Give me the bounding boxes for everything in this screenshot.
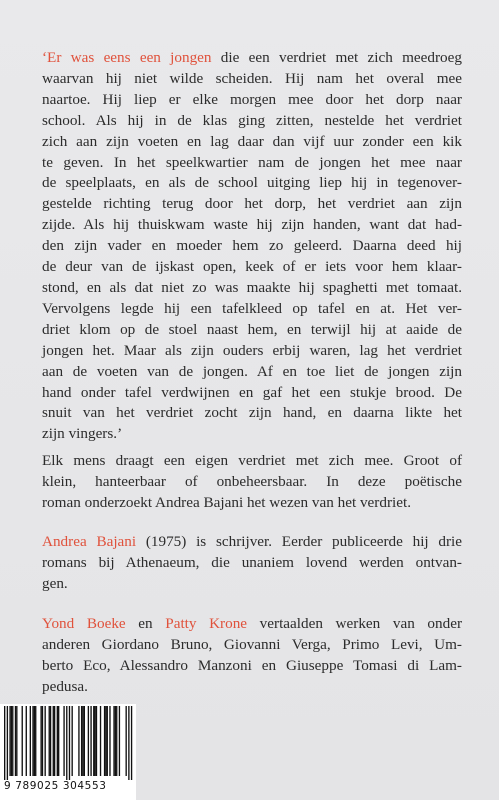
quote-paragraph xyxy=(42,48,462,445)
intro-paragraph xyxy=(42,451,462,514)
translators-line xyxy=(42,656,462,677)
line-text: waarvan hij niet wilde scheiden. Hij nam het overal mee xyxy=(42,69,462,87)
translators-paragraph xyxy=(42,614,462,698)
intro-line xyxy=(42,472,462,493)
line-text: berto Eco, Alessandro Manzoni en Giuseppe Tomasi di Lam- xyxy=(42,656,462,674)
line-text: roman onderzoekt Andrea Bajani het wezen van het verdriet. xyxy=(42,493,411,511)
barcode-bar xyxy=(26,706,27,776)
highlighted-name: ‘Er was eens een jongen xyxy=(42,49,212,66)
barcode-bar xyxy=(93,706,94,776)
line-text: driet klom op de stoel naast hem, en terwijl hij at aaide de xyxy=(42,320,462,338)
barcode-bar xyxy=(116,706,117,776)
quote-line xyxy=(42,362,462,383)
barcode-bar xyxy=(66,706,67,780)
quote-line xyxy=(42,69,462,90)
barcode-bar xyxy=(4,706,5,780)
line-text: anderen Giordano Bruno, Giovanni Verga, Primo Levi, Um- xyxy=(42,635,462,653)
barcode-bar xyxy=(88,706,89,776)
quote-line xyxy=(42,278,462,299)
barcode-bar xyxy=(94,706,95,776)
barcode-bar xyxy=(104,706,105,776)
quote-line xyxy=(42,194,462,215)
barcode-bar xyxy=(109,706,110,776)
line-text: klein, hanteerbaar of onbeheersbaar. In deze poëtische xyxy=(42,472,462,490)
barcode-bar xyxy=(90,706,91,776)
barcode-bar xyxy=(57,706,58,776)
barcode-bar xyxy=(131,706,132,780)
line-text: romans bij Athenaeum, die unaniem lovend werden ontvan- xyxy=(42,553,462,571)
quote-line xyxy=(42,383,462,404)
barcode-bar xyxy=(107,706,108,776)
highlighted-name: Yond Boeke xyxy=(42,615,126,632)
barcode-bar xyxy=(63,706,64,776)
barcode-bar xyxy=(128,706,129,780)
barcode-bar xyxy=(30,706,31,776)
line-text: gestelde richting terug door het dorp, het verdriet aan zijn xyxy=(42,195,462,213)
barcode-bar xyxy=(32,706,33,776)
translators-line xyxy=(42,614,462,635)
quote-line xyxy=(42,90,462,111)
translators-line xyxy=(42,677,462,698)
quote-line xyxy=(42,173,462,194)
barcode-bar xyxy=(42,706,43,776)
quote-line xyxy=(42,320,462,341)
line-text: zijde. Als hij thuiskwam waste hij zijn handen, want dat had- xyxy=(42,216,462,234)
line-text: vertaalden werken van onder xyxy=(247,615,462,632)
line-text: naartoe. Hij liep er elke morgen mee door het dorp naar xyxy=(42,90,462,108)
line-text: stond, en als dat niet zo was maakte hij spaghetti met tomaat. xyxy=(42,278,462,296)
line-text: de speelplaats, en als de school uitging liep hij in tegenover- xyxy=(42,174,462,192)
author-bio-paragraph xyxy=(42,532,462,595)
quote-line xyxy=(42,299,462,320)
quote-line xyxy=(42,215,462,236)
barcode-bar xyxy=(7,706,8,780)
barcode-bar xyxy=(81,706,82,776)
quote-line xyxy=(42,153,462,174)
barcode-bar xyxy=(22,706,23,776)
barcode-bar xyxy=(53,706,54,776)
barcode-bar xyxy=(12,706,13,776)
barcode-bar xyxy=(35,706,36,776)
quote-line xyxy=(42,236,462,257)
barcode-bar xyxy=(126,706,127,776)
barcode-bar xyxy=(82,706,83,776)
line-text: pedusa. xyxy=(42,677,88,695)
barcode-bar xyxy=(113,706,114,776)
barcode-bar xyxy=(115,706,116,776)
author-line xyxy=(42,574,462,595)
line-text: die een verdriet met zich meedroeg xyxy=(211,49,462,66)
quote-line xyxy=(42,424,462,445)
line-text: Elk mens draagt een eigen verdriet met zich mee. Groot of xyxy=(42,452,462,469)
barcode-bar xyxy=(9,706,10,776)
barcode-bar xyxy=(100,706,101,776)
quote-line xyxy=(42,257,462,278)
highlighted-name: Andrea Bajani xyxy=(42,533,137,550)
line-text: gen. xyxy=(42,574,68,592)
line-text: snuit van het verdriet zocht zijn hand, en daarna likte het xyxy=(42,404,462,422)
quote-line xyxy=(42,132,462,153)
intro-line xyxy=(42,451,462,472)
line-text: den zijn vader en moeder hem zo geleerd. Daarna deed hij xyxy=(42,237,462,255)
barcode-bar xyxy=(96,706,97,776)
quote-line xyxy=(42,403,462,424)
line-text: jongen het. Maar als zijn ouders erbij waren, lag het verdriet xyxy=(42,341,462,359)
translators-line xyxy=(42,635,462,656)
intro-line xyxy=(42,493,462,514)
line-text: zich aan zijn voeten en lag daar dan vijf uur zonder een kik xyxy=(42,132,462,150)
barcode-bar xyxy=(49,706,50,776)
barcode-bar xyxy=(45,706,46,776)
author-line xyxy=(42,532,462,553)
barcode-bar xyxy=(105,706,106,776)
barcode-bars xyxy=(2,706,134,780)
barcode-bar xyxy=(34,706,35,776)
barcode-bar xyxy=(16,706,17,776)
author-line xyxy=(42,553,462,574)
barcode-bar xyxy=(58,706,59,776)
barcode-bar xyxy=(78,706,79,776)
quote-line xyxy=(42,111,462,132)
barcode-bar xyxy=(119,706,120,776)
line-text: Vervolgens legde hij een tafelkleed op tafel en at. Het ver- xyxy=(42,299,462,317)
barcode-bar xyxy=(54,706,55,776)
line-text: en xyxy=(125,615,166,632)
barcode-bar xyxy=(50,706,51,776)
quote-line xyxy=(42,341,462,362)
line-text: de deur van de ijskast open, keek of er iets voor hem klaar- xyxy=(42,258,462,276)
barcode-bar xyxy=(11,706,12,776)
line-text: zijn vingers.’ xyxy=(42,425,123,443)
barcode-bar xyxy=(15,706,16,776)
line-text: aan de voeten van de jongen. Af en toe liet de jongen zijn xyxy=(42,362,462,380)
line-text: (1975) is schrijver. Eerder publiceerde hij drie xyxy=(136,533,462,550)
line-text: te geven. In het speelkwartier nam de jongen het mee naar xyxy=(42,153,462,171)
barcode-bar xyxy=(40,706,41,776)
isbn-number: 9 789025 304553 xyxy=(4,780,107,792)
barcode-bar xyxy=(72,706,73,776)
line-text: hand onder tafel verdwijnen en gaf het een stukje brood. De xyxy=(42,383,462,401)
quote-line xyxy=(42,48,462,69)
barcode-bar xyxy=(69,706,70,780)
highlighted-name: Patty Krone xyxy=(165,615,248,632)
line-text: school. Als hij in de klas ging zitten, nestelde het verdriet xyxy=(42,111,462,129)
barcode-bar xyxy=(84,706,85,776)
